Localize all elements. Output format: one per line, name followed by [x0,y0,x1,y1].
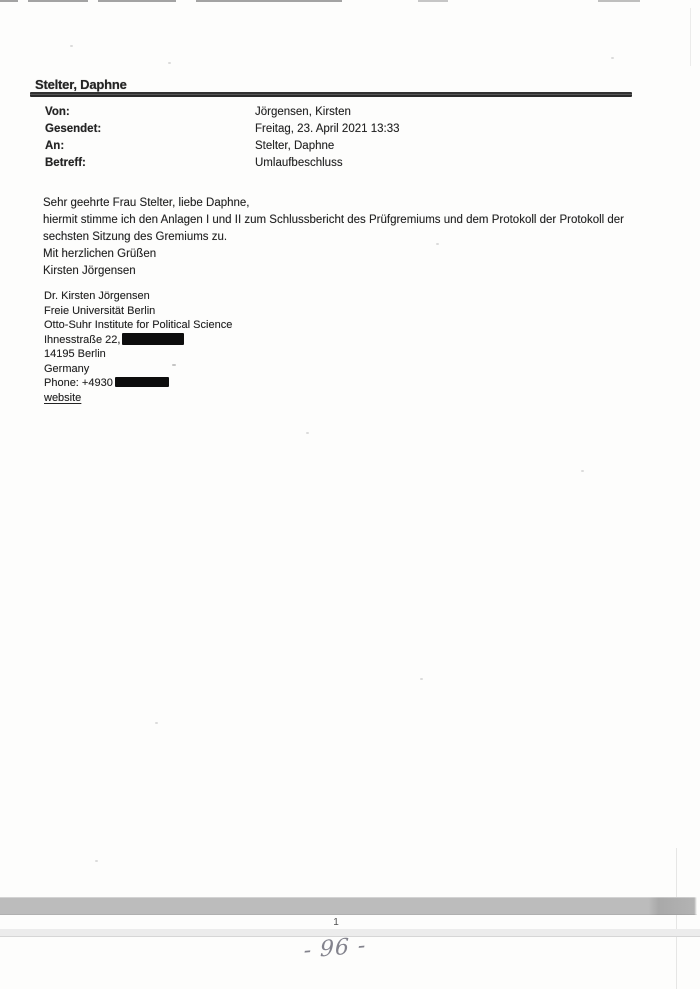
scan-artifact [690,8,691,66]
signature-phone [44,376,444,391]
scan-artifact [28,0,88,2]
scan-artifact [0,0,18,2]
signature-address [44,333,444,348]
handwritten-page-number: - 96 - [303,933,367,964]
email-body [43,195,673,280]
scan-artifact [418,0,448,2]
field-row-betreff [45,155,645,172]
scan-speck [611,57,614,59]
signature-organization: Freie Universität Berlin [44,304,156,317]
field-label: Gesendet: [45,123,102,135]
email-signature [44,289,444,405]
scan-speck [168,62,171,64]
scan-artifact [676,848,677,989]
field-value: Stelter, Daphne [255,140,335,152]
website-link: website [44,391,82,404]
signature-name: Dr. Kirsten Jörgensen [44,290,150,302]
field-label: Von: [45,106,70,118]
field-value: Freitag, 23. April 2021 13:33 [255,123,400,135]
signature-website [44,391,444,406]
body-line: hiermit stimme ich den Anlagen I und II zum Schlussbericht des Prüfgremiums und dem Protokoll der Protokoll der [43,214,625,226]
page-number: 1 [333,917,339,928]
redaction-bar [115,377,169,387]
body-line: Kirsten Jörgensen [43,265,136,277]
field-value: Jörgensen, Kirsten [255,106,351,118]
phone-text: Phone: +4930 [44,377,113,389]
scan-artifact [98,0,176,2]
address-text: Ihnesstraße 22, [44,333,121,346]
field-row-an [45,138,645,155]
scan-artifact [196,0,342,2]
field-row-von [45,104,645,121]
scan-speck [581,470,584,472]
header-rule [30,92,632,97]
field-label: An: [45,140,65,152]
page-title: Stelter, Daphne [35,77,127,92]
scan-artifact [598,0,640,2]
signature-country: Germany [44,362,90,375]
field-label: Betreff: [45,157,86,169]
field-value: Umlaufbeschluss [255,157,343,169]
body-line: Mit herzlichen Grüßen [43,248,157,260]
scan-speck [306,432,309,434]
field-row-gesendet [45,121,645,138]
body-line: sechsten Sitzung des Gremiums zu. [43,231,228,243]
signature-postal-city: 14195 Berlin [44,348,106,360]
email-meta-fields [45,104,645,172]
footer-scan-band [0,897,697,915]
scan-speck [155,722,158,724]
signature-institute: Otto-Suhr Institute for Political Science [44,319,233,331]
body-line: Sehr geehrte Frau Stelter, liebe Daphne, [43,197,250,209]
scan-speck [420,678,423,680]
scan-speck [95,860,98,862]
scan-speck [70,45,73,47]
redaction-bar [122,333,184,345]
